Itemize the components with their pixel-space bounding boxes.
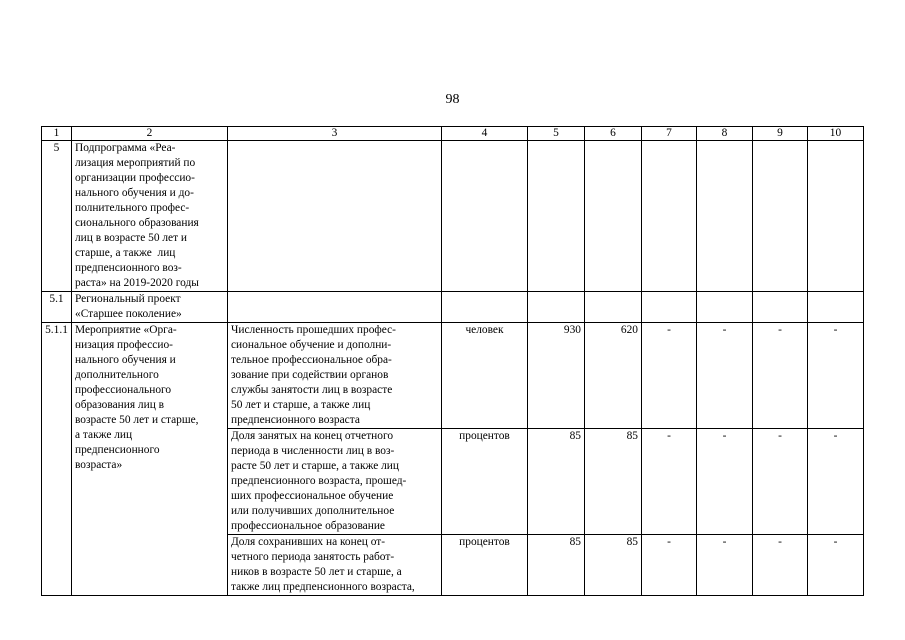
indicator-value-col6: 620 [585,323,642,429]
indicator-value-col7: - [642,535,697,596]
row-number: 5 [42,141,72,292]
table-row-indicator [42,323,864,429]
indicator-value-col6: 85 [585,535,642,596]
indicator-unit: процентов [442,429,528,535]
activity-title: Мероприятие «Орга- низация профессио- нального обучения и дополнительного профессионального образования лиц в возрасте 50 лет и старше, а также лиц предпенсионного возраста» [72,323,228,596]
indicator-value-col8: - [697,535,753,596]
indicator-value-col8: - [697,323,753,429]
column-header: 9 [753,127,808,141]
indicator-value-col10: - [808,429,864,535]
column-header: 8 [697,127,753,141]
indicator-value-col5: 85 [528,535,585,596]
indicator-value-col10: - [808,323,864,429]
indicator-value-col10: - [808,535,864,596]
program-table [41,126,864,596]
column-header: 7 [642,127,697,141]
column-header: 5 [528,127,585,141]
indicator-unit: человек [442,323,528,429]
indicator-value-col9: - [753,535,808,596]
row-number: 5.1.1 [42,323,72,596]
indicator-unit: процентов [442,535,528,596]
regional-project-title: Региональный проект «Старшее поколение» [72,292,228,323]
column-number-row [42,127,864,141]
column-header: 6 [585,127,642,141]
indicator-value-col5: 930 [528,323,585,429]
table-row-subprogram [42,141,864,292]
row-number: 5.1 [42,292,72,323]
table-row-regional-project [42,292,864,323]
indicator-text: Доля занятых на конец отчетного периода в численности лиц в воз- расте 50 лет и старше, а также лиц предпенсионного возраста, прошед- ших профессиональное обучение или получивших дополнительное профессиональное образование [228,429,442,535]
subprogram-title: Подпрограмма «Реа- лизация мероприятий по организации профессио- нального обучения и до- полнительного профес- сионального образования лиц в возрасте 50 лет и старше, а также лиц предпенсионного воз- раста» на 2019-2020 годы [72,141,228,292]
column-header: 3 [228,127,442,141]
column-header: 2 [72,127,228,141]
indicator-text: Численность прошедших профес- сиональное обучение и дополни- тельное профессиональное обра- зование при содействии органов службы занятости лиц в возрасте 50 лет и старше, а также лиц предпенсионного возраста [228,323,442,429]
indicator-value-col7: - [642,429,697,535]
indicator-value-col9: - [753,429,808,535]
column-header: 1 [42,127,72,141]
column-header: 4 [442,127,528,141]
indicator-text: Доля сохранивших на конец от- четного периода занятость работ- ников в возрасте 50 лет и старше, а также лиц предпенсионного возраста, [228,535,442,596]
indicator-value-col6: 85 [585,429,642,535]
page-number: 98 [445,92,460,107]
column-header: 10 [808,127,864,141]
indicator-value-col9: - [753,323,808,429]
indicator-value-col8: - [697,429,753,535]
indicator-value-col7: - [642,323,697,429]
indicator-value-col5: 85 [528,429,585,535]
